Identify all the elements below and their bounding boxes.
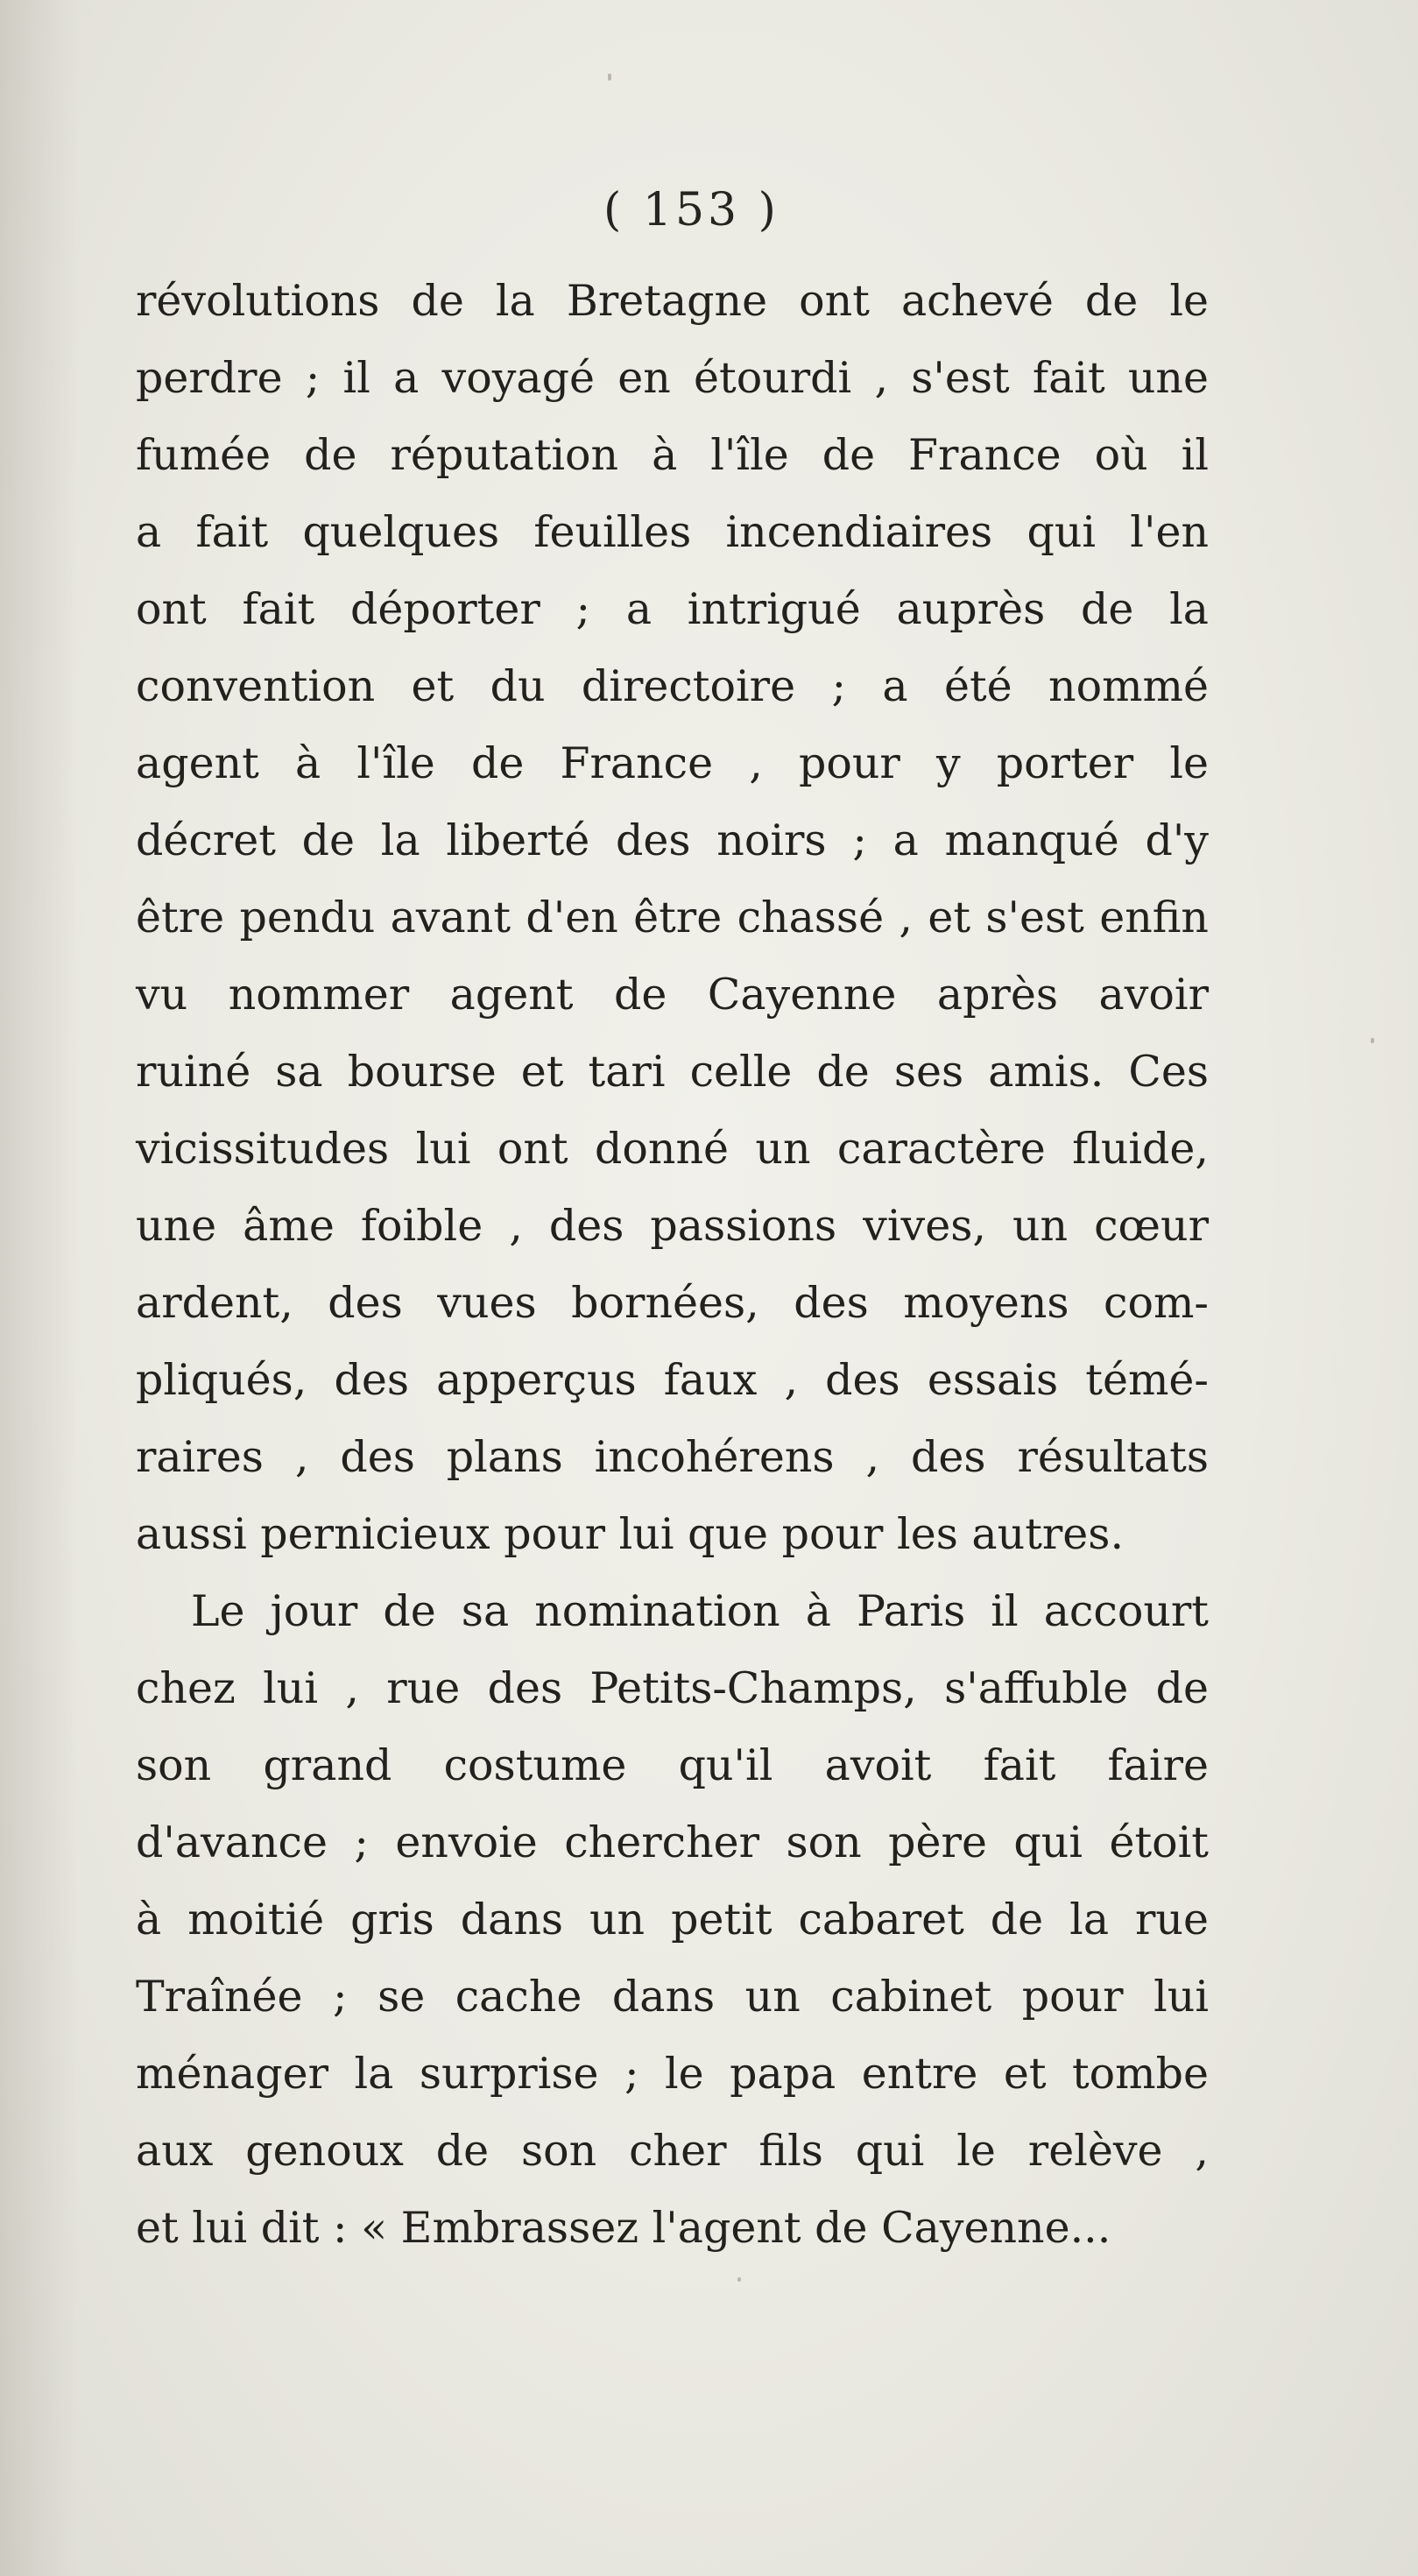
text-line: vu nommer agent de Cayenne après avoir [136,970,1209,1020]
text-line: convention et du directoire ; a été nommé [136,661,1209,711]
text-line: décret de la liberté des noirs ; a manqué d'y [136,815,1209,865]
text-line: vicissitudes lui ont donné un caractère fluide, [136,1124,1209,1174]
body-text [136,263,1209,2267]
text-line: fumée de réputation à l'île de France où il [136,430,1209,480]
text-line: révolutions de la Bretagne ont achevé de le [136,276,1209,326]
text-line: ont fait déporter ; a intrigué auprès de la [136,584,1209,634]
text-line: ménager la surprise ; le papa entre et tombe [136,2049,1209,2099]
text-line: aux genoux de son cher fils qui le relève , [136,2126,1209,2176]
text-line: ruiné sa bourse et tari celle de ses amis. Ces [136,1047,1209,1097]
paper-speck [608,74,611,81]
text-line: Traînée ; se cache dans un cabinet pour lui [136,1972,1209,2022]
text-line: être pendu avant d'en être chassé , et s'est enfin [136,893,1209,942]
text-line: d'avance ; envoie chercher son père qui étoit [136,1817,1209,1867]
text-line: agent à l'île de France , pour y porter le [136,738,1209,788]
text-line: chez lui , rue des Petits-Champs, s'affuble de [136,1663,1209,1713]
text-line: a fait quelques feuilles incendiaires qui l'en [136,507,1209,557]
text-line: son grand costume qu'il avoit fait faire [136,1740,1209,1790]
paper-speck [1371,1038,1374,1043]
text-line: ardent, des vues bornées, des moyens com- [136,1278,1209,1328]
text-line: à moitié gris dans un petit cabaret de la rue [136,1895,1209,1944]
text-line: pliqués, des apperçus faux , des essais témé- [136,1355,1209,1405]
paper-speck [737,2277,741,2282]
text-line: une âme foible , des passions vives, un cœur [136,1201,1209,1251]
text-line: et lui dit : « Embrassez l'agent de Cayenne... [136,2203,1111,2253]
text-line: Le jour de sa nomination à Paris il accourt [191,1586,1209,1636]
text-line: raires , des plans incohérens , des résultats [136,1432,1209,1482]
page-number: ( 153 ) [603,184,780,236]
text-line: perdre ; il a voyagé en étourdi , s'est fait une [136,353,1209,403]
text-line: aussi pernicieux pour lui que pour les autres. [136,1509,1125,1559]
